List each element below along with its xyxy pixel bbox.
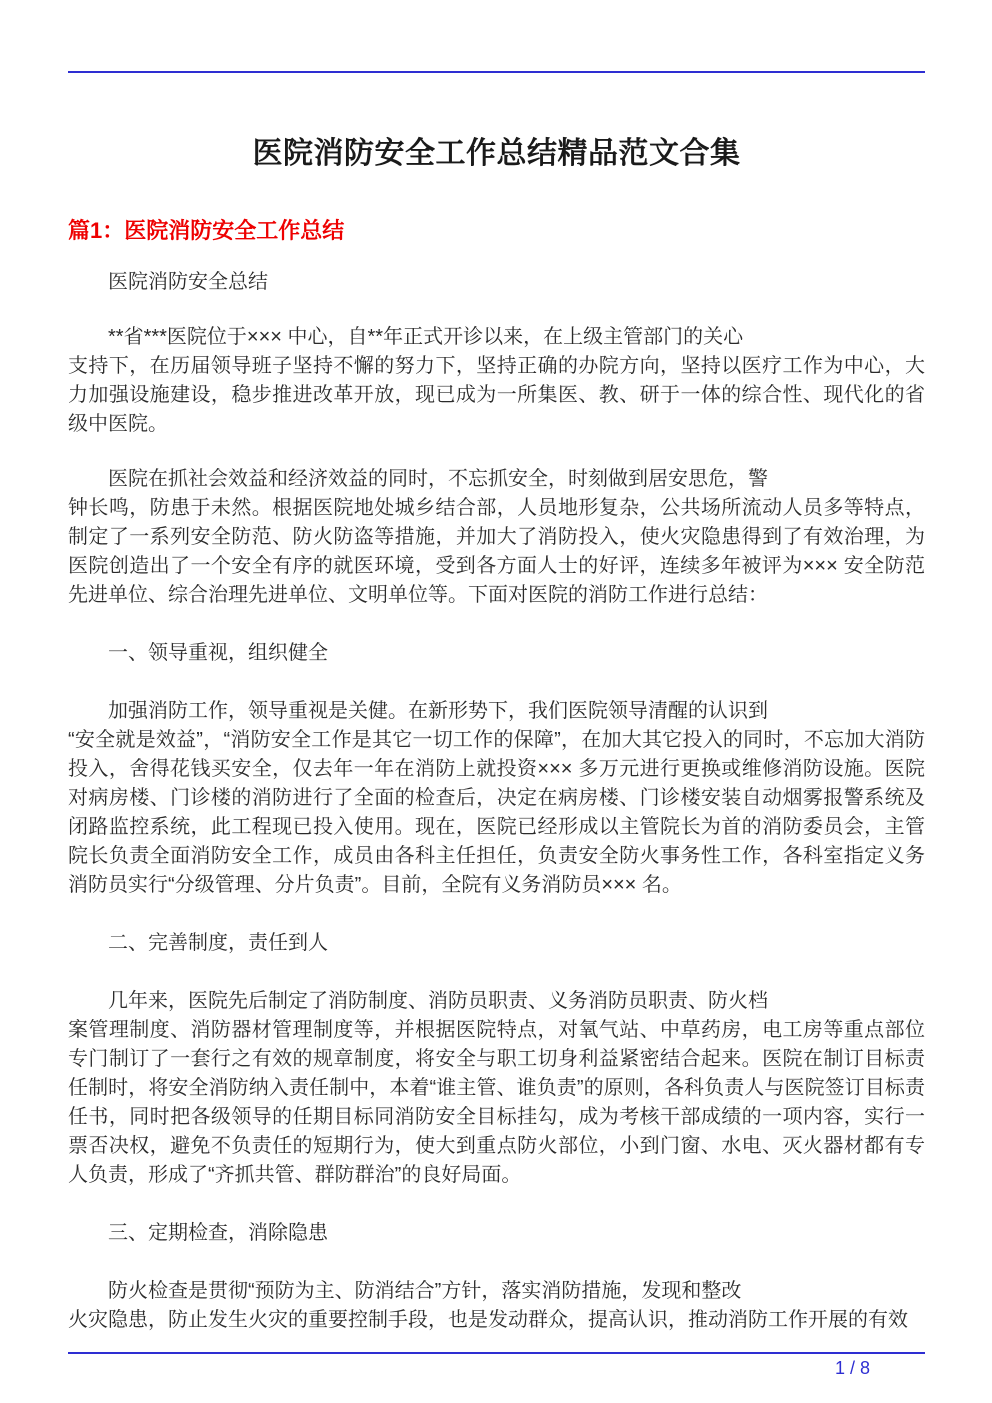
paragraph: 医院在抓社会效益和经济效益的同时，不忘抓安全，时刻做到居安思危，警 钟长鸣，防患于未然。根据医院地处城乡结合部，人员地形复杂，公共场所流动人员多等特点，制定了一系列安全防范、防火防盗等措施，并加大了消防投入，使火灾隐患得到了有效治理，为医院创造出了一个安全有序的就医环境，受到各方面人士的好评，连续多年被评为××× 安全防范先进单位、综合治理先进单位、文明单位等。下面对医院的消防工作进行总结： bbox=[68, 468, 925, 606]
document-content bbox=[68, 0, 925, 1348]
sub-heading: 三、定期检查，消除隐患 bbox=[108, 1222, 328, 1244]
sub-heading: 二、完善制度，责任到人 bbox=[108, 932, 328, 954]
bottom-divider bbox=[68, 1352, 925, 1354]
document-title: 医院消防安全工作总结精品范文合集 bbox=[252, 137, 741, 170]
document-body bbox=[68, 245, 925, 1348]
paragraph: **省***医院位于××× 中心，自**年正式开诊以来，在上级主管部门的关心 支持下，在历届领导班子坚持不懈的努力下，坚持正确的办院方向，坚持以医疗工作为中心，大力加强设施建设，稳步推进改革开放，现已成为一所集医、教、研于一体的综合性、现代化的省级中医院。 bbox=[68, 326, 925, 435]
section-heading: 篇1：医院消防安全工作总结 bbox=[68, 218, 345, 243]
paragraph: 几年来，医院先后制定了消防制度、消防员职责、义务消防员职责、防火档 案管理制度、消防器材管理制度等，并根据医院特点，对氧气站、中草药房，电工房等重点部位专门制订了一套行之有效的规章制度，将安全与职工切身利益紧密结合起来。医院在制订目标责任制时，将安全消防纳入责任制中，本着“谁主管、谁负责”的原则，各科负责人与医院签订目标责任书，同时把各级领导的任期目标同消防安全目标挂勾，成为考核干部成绩的一项内容，实行一票否决权，避免不负责任的短期行为，使大到重点防火部位，小到门窗、水电、灭火器材都有专人负责，形成了“齐抓共管、群防群治”的良好局面。 bbox=[68, 990, 925, 1186]
paragraph: 加强消防工作，领导重视是关健。在新形势下，我们医院领导清醒的认识到 “安全就是效益”，“消防安全工作是其它一切工作的保障”，在加大其它投入的同时，不忘加大消防投入，舍得花钱买安全，仅去年一年在消防上就投资××× 多万元进行更换或维修消防设施。医院对病房楼、门诊楼的消防进行了全面的检查后，决定在病房楼、门诊楼安装自动烟雾报警系统及闭路监控系统，此工程现已投入使用。现在，医院已经形成以主管院长为首的消防委员会，主管院长负责全面消防安全工作，成员由各科主任担任，负责安全防火事务性工作，各科室指定义务消防员实行“分级管理、分片负责”。目前，全院有义务消防员××× 名。 bbox=[68, 700, 925, 896]
sub-heading: 一、领导重视，组织健全 bbox=[108, 642, 328, 664]
page-number: 1 / 8 bbox=[834, 1358, 870, 1378]
paragraph: 医院消防安全总结 bbox=[108, 271, 268, 293]
paragraph: 防火检查是贯彻“预防为主、防消结合”方针，落实消防措施，发现和整改 火灾隐患，防止发生火灾的重要控制手段，也是发动群众，提高认识，推动消防工作开展的有效 bbox=[68, 1280, 908, 1331]
